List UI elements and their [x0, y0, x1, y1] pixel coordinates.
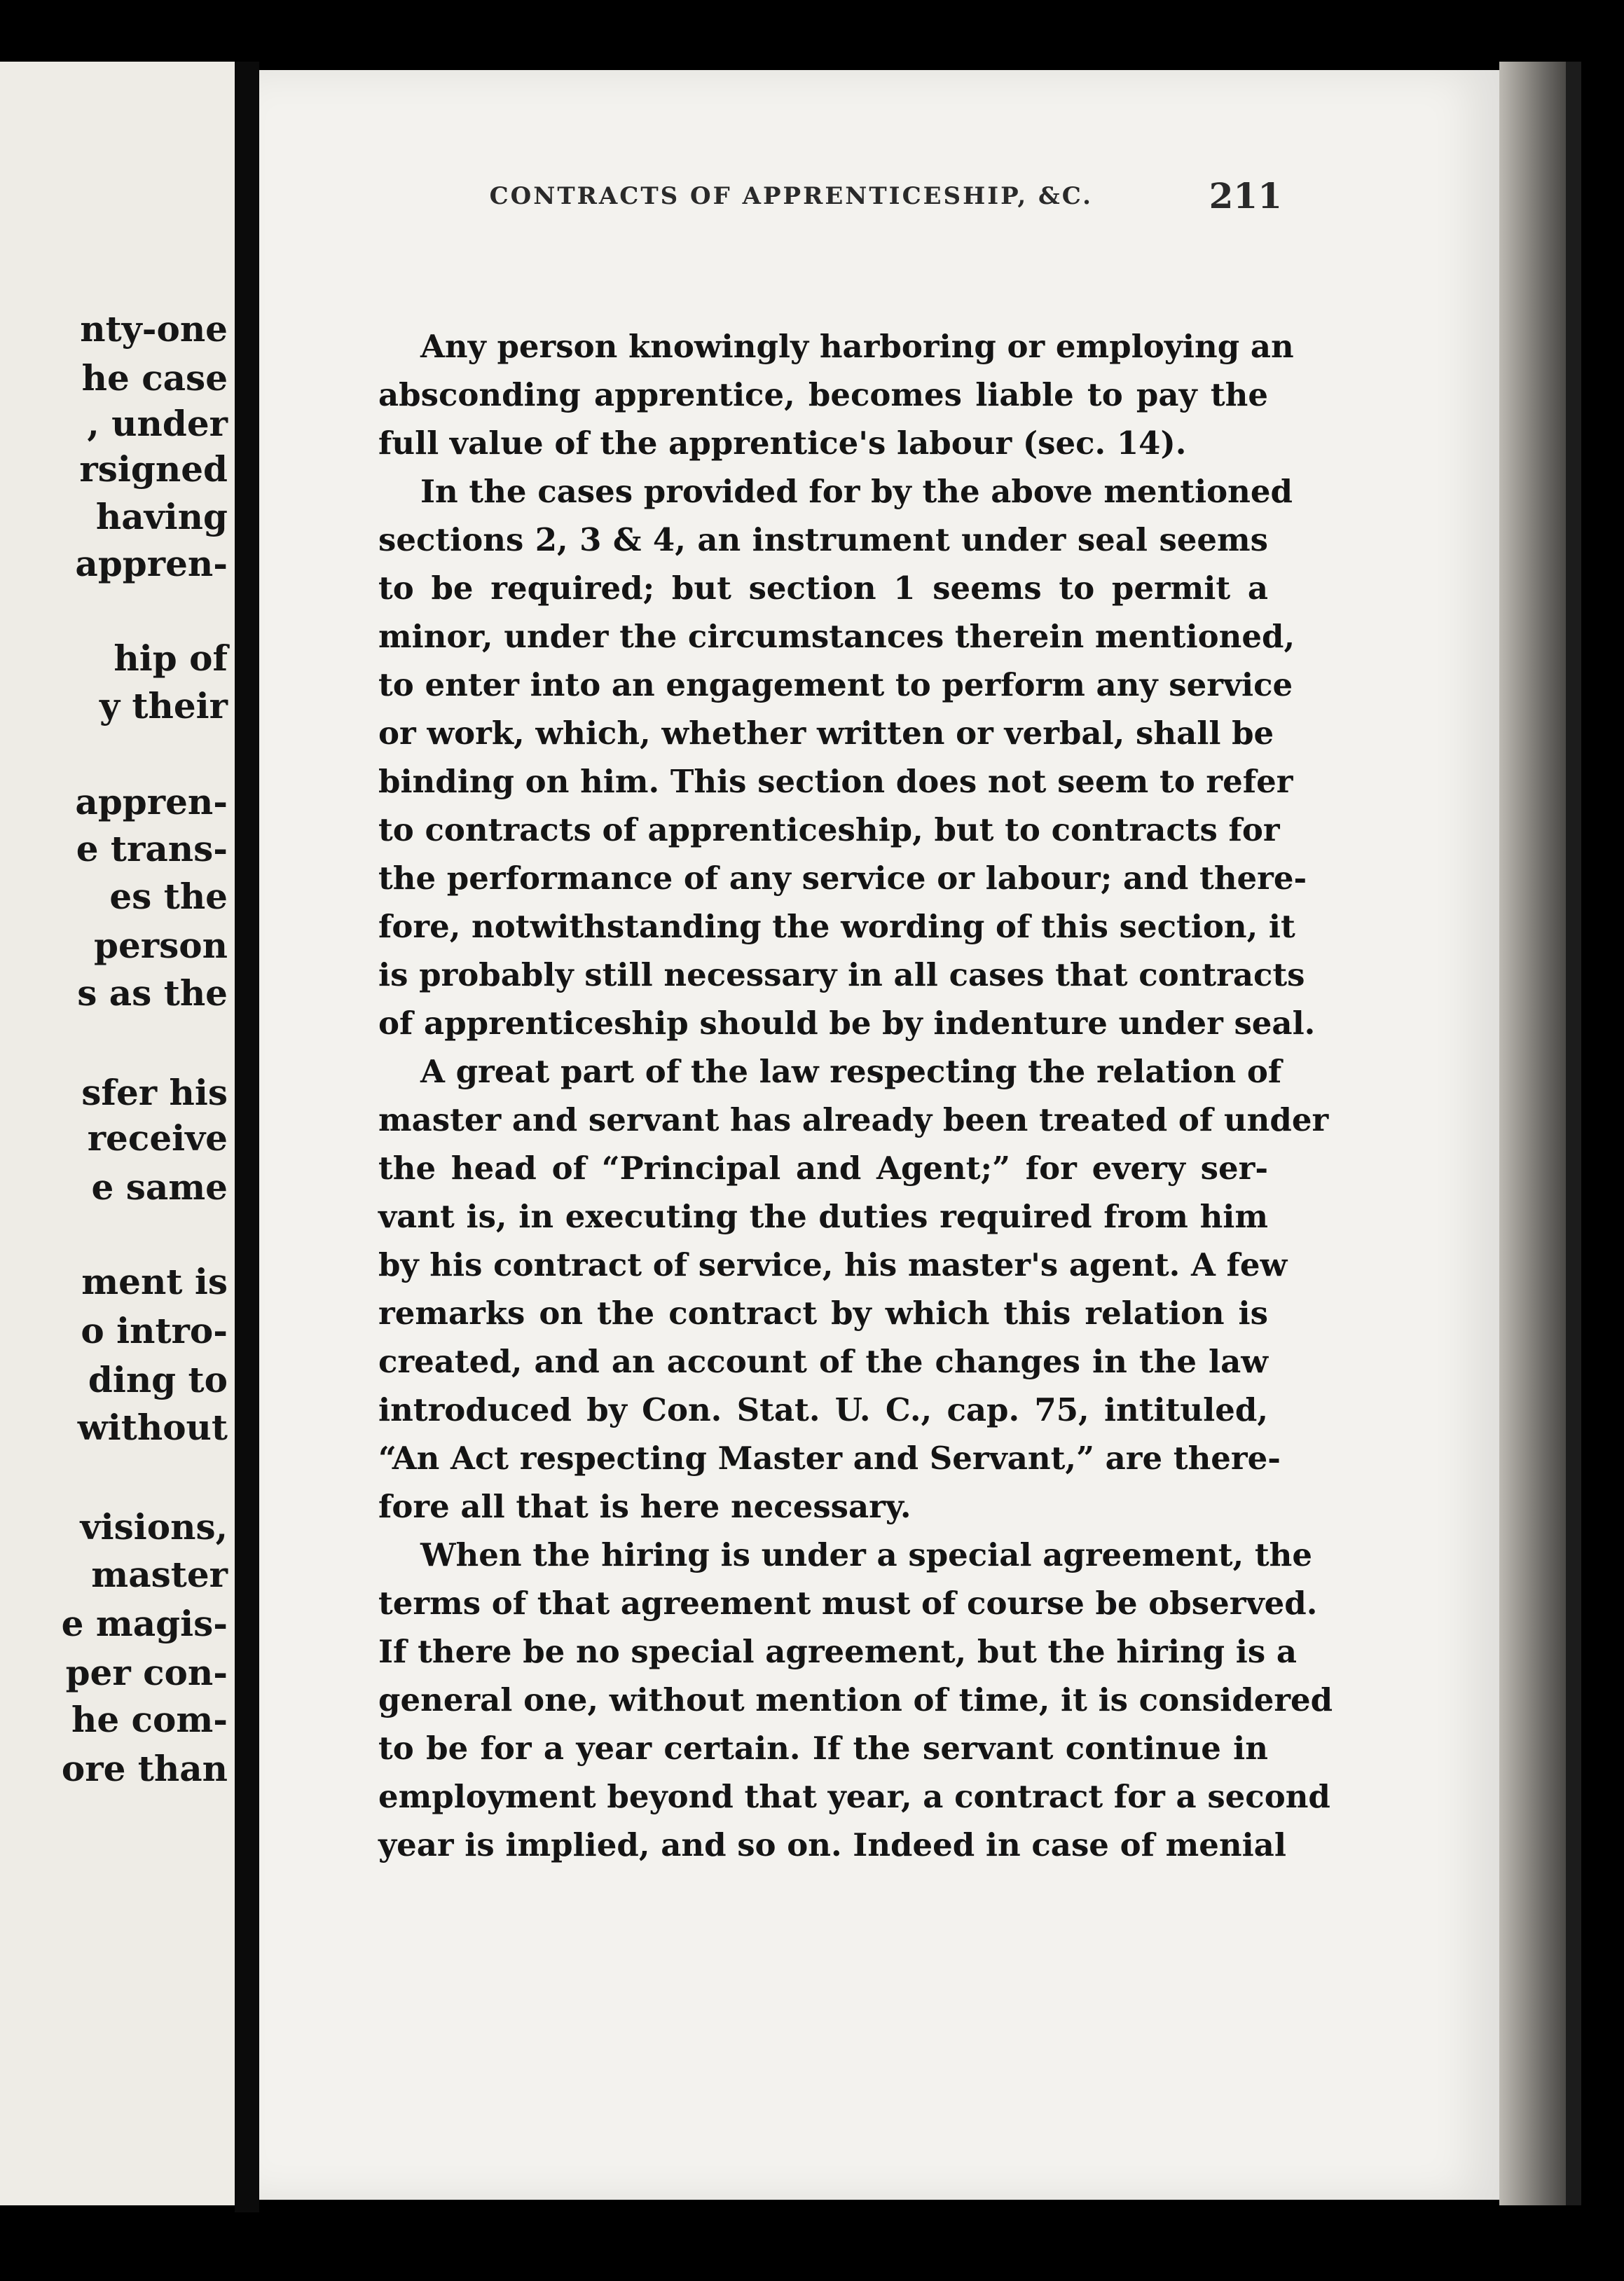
text-line: “An Act respecting Master and Servant,” are there-: [378, 1440, 1281, 1477]
text-line: to contracts of apprenticeship, but to contracts for: [378, 811, 1280, 848]
page-number: 211: [1209, 175, 1282, 216]
facing-page: [0, 62, 249, 2205]
facing-page-line: person: [94, 925, 228, 966]
facing-page-line: e same: [91, 1166, 228, 1208]
facing-page-line: hip of: [113, 638, 228, 679]
paragraph: [378, 1047, 1329, 1531]
text-line: of apprenticeship should be by indenture under seal.: [378, 1005, 1316, 1042]
paragraph: [378, 1531, 1333, 1869]
page-edge-shadow: [1566, 62, 1581, 2205]
facing-page-line: appren-: [75, 781, 228, 822]
facing-page-line: per con-: [65, 1652, 228, 1693]
facing-page-line: appren-: [75, 543, 228, 584]
facing-page-line: nty-one: [80, 308, 228, 350]
facing-page-line: he case: [81, 357, 228, 399]
text-line: fore, notwithstanding the wording of this section, it: [378, 908, 1295, 945]
text-line: to enter into an engagement to perform any service: [378, 666, 1293, 703]
facing-page-line: , under: [87, 403, 228, 444]
text-line: minor, under the circumstances therein mentioned,: [378, 618, 1295, 655]
text-line: the performance of any service or labour; and there-: [378, 860, 1307, 897]
text-line: year is implied, and so on. Indeed in case of menial: [378, 1826, 1286, 1863]
facing-page-line: master: [91, 1554, 228, 1595]
facing-page-line: sfer his: [81, 1072, 228, 1113]
text-line: created, and an account of the changes in the law: [378, 1343, 1268, 1380]
facing-page-line: e trans-: [76, 828, 228, 869]
text-line: vant is, in executing the duties required from him: [378, 1198, 1268, 1235]
text-line: terms of that agreement must of course be observed.: [378, 1585, 1318, 1622]
text-line: Any person knowingly harboring or employing an: [420, 328, 1294, 365]
text-line: binding on him. This section does not seem to refer: [378, 763, 1293, 800]
facing-page-line: es the: [109, 876, 228, 917]
text-line: master and servant has already been treated of under: [378, 1101, 1329, 1138]
text-line: sections 2, 3 & 4, an instrument under seal seems: [378, 521, 1268, 558]
facing-page-line: ment is: [81, 1261, 228, 1302]
text-line: absconding apprentice, becomes liable to pay the: [378, 376, 1268, 413]
running-head: CONTRACTS OF APPRENTICESHIP, &C.: [489, 182, 1093, 210]
text-line: to be required; but section 1 seems to permit a: [378, 570, 1268, 607]
facing-page-line: e magis-: [61, 1603, 228, 1644]
facing-page-line: he com-: [71, 1699, 228, 1740]
text-line: is probably still necessary in all cases that contracts: [378, 956, 1305, 993]
text-line: or work, which, whether written or verbal, shall be: [378, 715, 1274, 752]
body-text: [378, 322, 1333, 1869]
text-line: to be for a year certain. If the servant continue in: [378, 1730, 1268, 1767]
facing-page-line: having: [95, 496, 228, 537]
facing-page-line: o intro-: [81, 1310, 228, 1351]
facing-page-line: ding to: [88, 1359, 228, 1400]
facing-page-line: receive: [87, 1117, 228, 1159]
text-line: If there be no special agreement, but the hiring is a: [378, 1633, 1298, 1670]
facing-page-line: without: [77, 1407, 228, 1448]
text-line: In the cases provided for by the above mentioned: [420, 473, 1293, 510]
text-line: the head of “Principal and Agent;” for every ser-: [378, 1150, 1268, 1187]
facing-page-line: ore than: [61, 1748, 228, 1789]
text-line: general one, without mention of time, it is considered: [378, 1681, 1333, 1718]
facing-page-line: rsigned: [79, 448, 228, 490]
page-edge: [1499, 62, 1566, 2205]
book-gutter: [235, 62, 259, 2212]
facing-page-line: s as the: [77, 972, 228, 1014]
text-line: employment beyond that year, a contract for a second: [378, 1778, 1330, 1815]
text-line: A great part of the law respecting the relation of: [420, 1053, 1282, 1090]
text-line: When the hiring is under a special agreement, the: [420, 1536, 1313, 1573]
text-line: full value of the apprentice's labour (sec. 14).: [378, 425, 1187, 462]
paragraph: [378, 322, 1294, 467]
facing-page-line: visions,: [80, 1506, 228, 1548]
paragraph: [378, 467, 1316, 1047]
text-line: fore all that is here necessary.: [378, 1488, 911, 1525]
facing-page-line: y their: [99, 685, 228, 726]
text-line: by his contract of service, his master's agent. A few: [378, 1246, 1288, 1283]
text-line: introduced by Con. Stat. U. C., cap. 75, intituled,: [378, 1391, 1268, 1428]
text-line: remarks on the contract by which this relation is: [378, 1295, 1268, 1332]
